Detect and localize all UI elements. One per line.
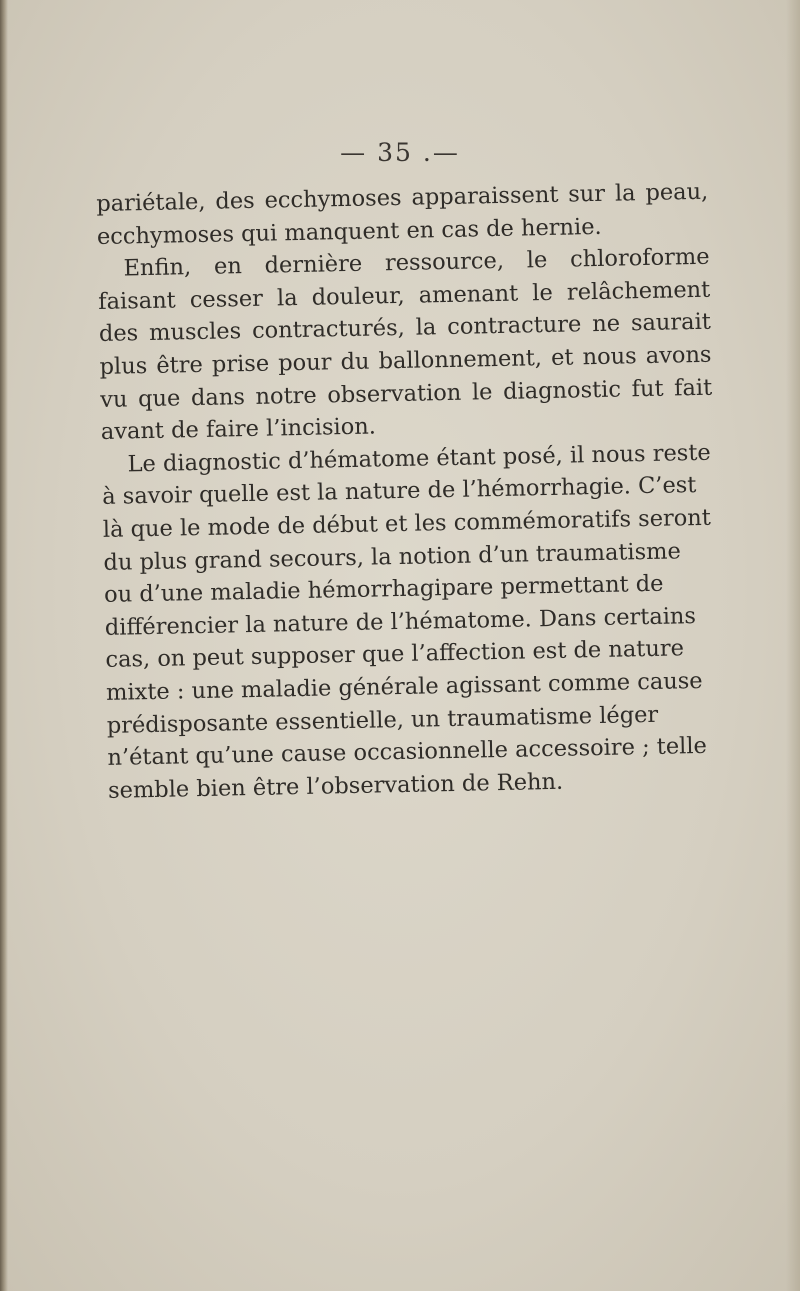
page-number: — 35 .— [340,138,460,167]
paragraph-diagnostic: Le diagnostic d’hématome étant posé, il nous reste à savoir quelle est la nature de l’hémorrhagie. C’est là que le mode de début et les commémoratifs seront du plus grand secours, la notion d’un traumatisme ou d’une maladie hémorrhagipare permettant de différencier la nature de l’hématome. Dans certains cas, on peut supposer que l’affection est de nature mixte : une maladie générale agissant comme cause prédisposante essentielle, un traumatisme léger n’étant qu’une cause occasionnelle accessoire ; telle semble bien être l’observation de Rehn. [101,439,712,804]
paragraph-continuation: pariétale, des ecchymoses apparaissent sur la peau, ecchymoses qui manquent en cas de hernie. [96,178,709,250]
page-spine-shadow [0,0,8,1291]
body-text [96,176,720,807]
paragraph-chloroforme: Enfin, en dernière ressource, le chloroforme faisant cesser la douleur, amenant le relâchement des muscles contracturés, la contracture ne saurait plus être prise pour du ballonnement, et nous avons vu que dans notre observation le diagnostic fut fait avant de faire l’incision. [98,243,713,446]
page-edge-shadow [786,0,800,1291]
